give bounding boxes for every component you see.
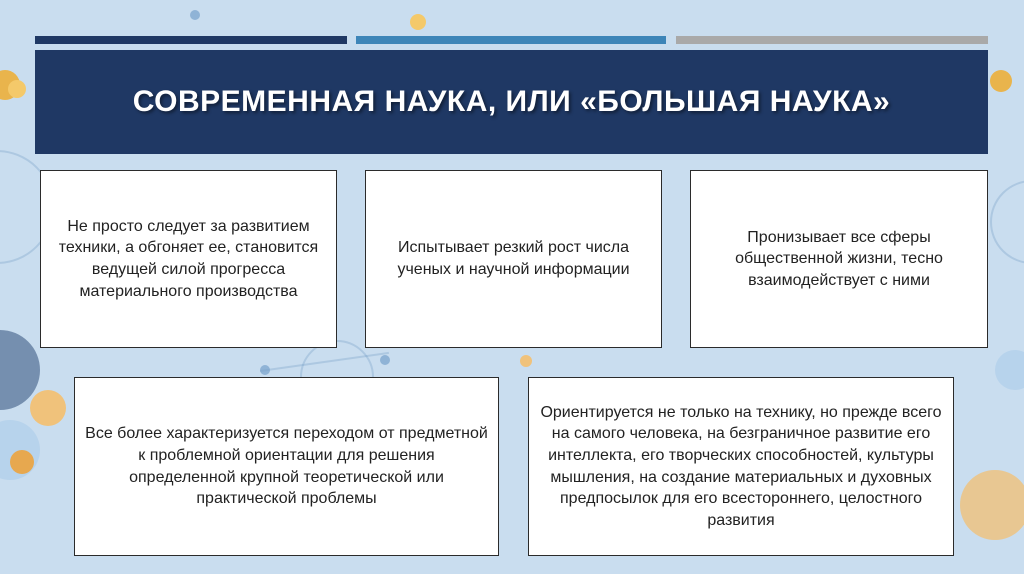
title-band: [35, 50, 988, 154]
card-text: Пронизывает все сферы общественной жизни, тесно взаимодействует с ними: [735, 228, 943, 289]
decor-dot: [190, 10, 200, 20]
decor-ring: [990, 180, 1024, 264]
accent-bar-gray: [676, 36, 988, 44]
card-problem-orientation: [74, 377, 499, 556]
decor-dot: [30, 390, 66, 426]
card-penetrates-society: [690, 170, 988, 348]
decor-dot: [8, 80, 26, 98]
decor-dot: [410, 14, 426, 30]
decor-dot: [520, 355, 532, 367]
card-text: Испытывает резкий рост числа ученых и научной информации: [397, 239, 630, 278]
accent-bar-dark: [35, 36, 347, 44]
decor-dot: [10, 450, 34, 474]
decor-dot: [960, 470, 1024, 540]
card-text: Все более характеризуется переходом от предметной к проблемной ориентации для решения определенной крупной теоретической или практической проблемы: [85, 425, 488, 508]
card-outpaces-technology: [40, 170, 337, 348]
decor-dot: [990, 70, 1012, 92]
card-text: Не просто следует за развитием техники, а обгоняет ее, становится ведущей силой прогресса материального производства: [58, 217, 319, 300]
decor-dot: [995, 350, 1024, 390]
page-title: СОВРЕМЕННАЯ НАУКА, ИЛИ «БОЛЬШАЯ НАУКА»: [132, 85, 891, 118]
decor-dot: [380, 355, 390, 365]
card-text: Ориентируется не только на технику, но прежде всего на самого человека, на безграничное развитие его интеллекта, его творческих способностей, культуры мышления, на создание материальных и духовных предпосылок для его всестороннего, целостного развития: [540, 403, 942, 529]
card-growth-of-scientists: [365, 170, 662, 348]
accent-bar-blue: [356, 36, 666, 44]
card-human-orientation: [528, 377, 954, 556]
